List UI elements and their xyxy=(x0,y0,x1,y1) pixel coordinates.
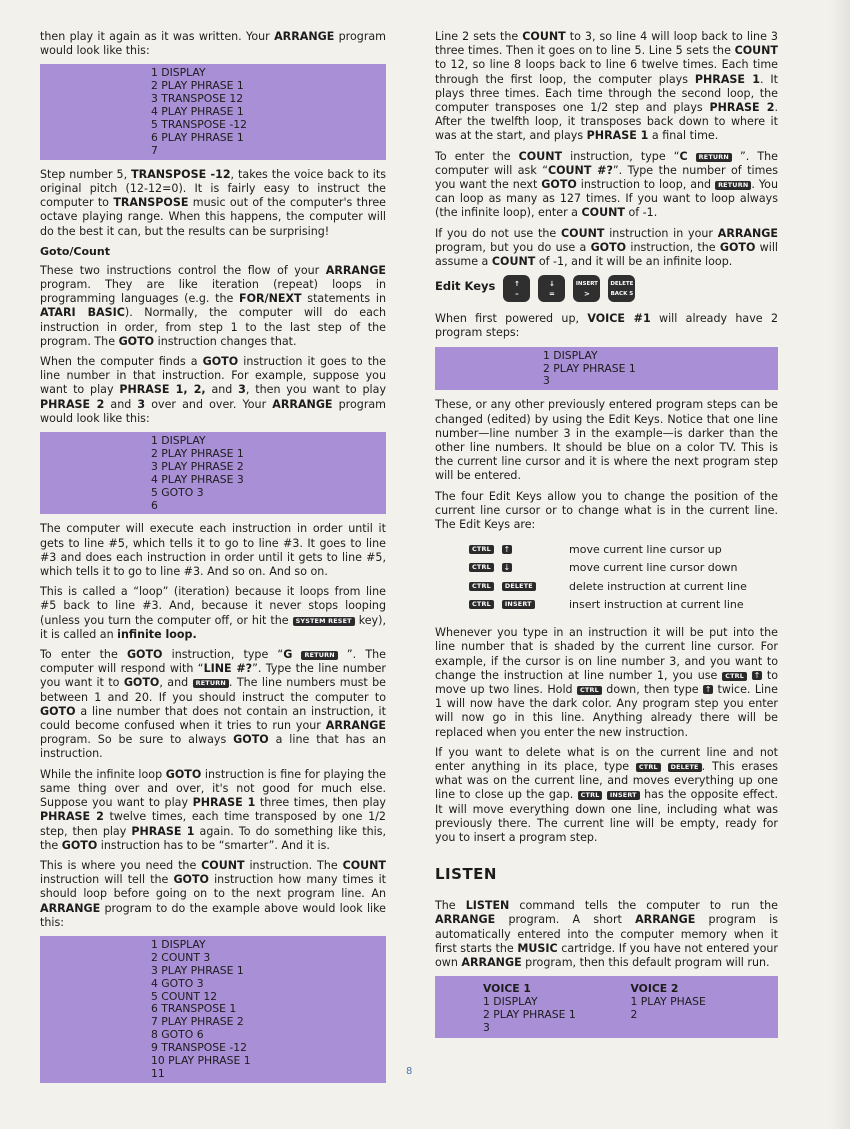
list-item: CTRL ↑ move current line cursor up xyxy=(469,540,778,559)
down-arrow-key-icon: ↓ xyxy=(503,563,511,573)
return-key-icon: RETURN xyxy=(715,181,751,190)
section-heading: Goto/Count xyxy=(40,244,110,258)
ctrl-key-icon: CTRL xyxy=(469,582,494,591)
right-column xyxy=(435,30,778,1038)
paragraph: These, or any other previously entered program steps can be changed (edited) by using the Edit Keys. Notice that one line number—line number 3 in the example—is darker than the other line numbers. It should be blue on a color TV. This is the current line cursor and it is where the next program step will be entered. xyxy=(435,398,778,483)
paragraph: These two instructions control the flow of your ARRANGE program. They are like iteration (repeat) loops in programming languages (e.g. the FOR/NEXT statements in ATARI BASIC). Normally, the computer will do each instruction in order, from step 1 to the last step of the program. The GOTO instruction changes that. xyxy=(40,263,387,348)
list-item: CTRL ↓ move current line cursor down xyxy=(469,559,778,578)
voice-1-column: VOICE 1 1 DISPLAY 2 PLAY PHRASE 1 3 xyxy=(483,982,576,1035)
insert-key-icon: INSERT xyxy=(502,600,535,609)
program-line: 2 PLAY PHRASE 1 xyxy=(151,79,244,93)
program-line: 1 DISPLAY xyxy=(151,434,206,447)
paragraph: When first powered up, VOICE #1 will already have 2 program steps: xyxy=(435,312,778,340)
ctrl-key-icon: CTRL xyxy=(636,763,661,772)
program-line: 7 xyxy=(151,143,158,157)
program-line: 9 TRANSPOSE -12 xyxy=(151,1041,248,1055)
program-line: 5 COUNT 12 xyxy=(151,989,218,1003)
program-listing xyxy=(40,64,386,159)
ctrl-key-icon: CTRL xyxy=(469,600,494,609)
edit-key-list xyxy=(469,540,778,614)
voice-2-column: VOICE 2 1 PLAY PHASE 2 xyxy=(630,982,706,1022)
paragraph: The LISTEN command tells the computer to run the ARRANGE program. A short ARRANGE program is automatically entered into the computer memory when it first starts the MUSIC cartridge. If you have not entered your own ARRANGE program, then this default program will run. xyxy=(435,899,778,970)
delete-key-icon: DELETE xyxy=(502,582,536,591)
edit-keys-figure xyxy=(435,275,778,302)
program-line: 2 PLAY PHRASE 1 xyxy=(543,361,636,375)
program-line: 6 PLAY PHRASE 1 xyxy=(151,130,244,144)
ctrl-key-icon: CTRL xyxy=(469,545,494,554)
insert-key-icon: INSERT xyxy=(607,791,640,800)
program-line: 2 COUNT 3 xyxy=(151,950,211,964)
paragraph: If you want to delete what is on the current line and not enter anything in its place, type CTRL DELETE . This erases what was on the current line, and moves everything up one line to close up the gap. CTRL INSERT has the opposite effect. It will move everything down one line, including what was previously there. The current line will be empty, ready for you to insert a program step. xyxy=(435,745,779,845)
return-key-icon: RETURN xyxy=(193,679,229,688)
program-line: 3 TRANSPOSE 12 xyxy=(151,92,244,106)
ctrl-key-icon: CTRL xyxy=(578,791,603,800)
program-line: 1 DISPLAY xyxy=(151,937,206,951)
delete-key-icon: DELETE BACK S xyxy=(608,275,635,302)
down-arrow-key-icon: ↓ = xyxy=(538,275,565,302)
program-line: 1 DISPLAY xyxy=(543,348,598,362)
ctrl-key-icon: CTRL xyxy=(722,672,747,681)
delete-key-icon: DELETE xyxy=(668,763,702,772)
program-line: 6 TRANSPOSE 1 xyxy=(151,1002,237,1016)
up-arrow-key-icon: ↑ xyxy=(704,685,712,695)
program-line: 3 xyxy=(543,374,550,388)
default-program-listing xyxy=(435,976,778,1038)
paragraph: While the infinite loop GOTO instruction is fine for playing the same thing over and over, it's not good for much else. Suppose you want to play PHRASE 1 three times, then play PHRASE 2 twelve times, each time transposed by one 1/2 step, then play PHRASE 1 again. To do something like this, the GOTO instruction has to be “smarter”. And it is. xyxy=(40,767,387,852)
system-reset-key-icon: SYSTEM RESET xyxy=(293,617,355,626)
program-line: 8 GOTO 6 xyxy=(151,1028,204,1042)
return-key-icon: RETURN xyxy=(696,153,732,162)
edit-keys-label: Edit Keys xyxy=(435,279,496,294)
left-column xyxy=(40,30,386,1091)
page-edge-shadow xyxy=(830,0,850,1129)
up-arrow-key-icon: ↑ – xyxy=(503,275,530,302)
paragraph: To enter the GOTO instruction, type “G RETURN ”. The computer will respond with “LINE #?”. Type the line number you want it to GOTO, and RETURN . The line numbers must be between 1 and 20. If you should instruct the computer to GOTO a line number that does not contain an instruction, it could become confused when it tries to run your ARRANGE program. So be sure to always GOTO a line that has an instruction. xyxy=(40,648,387,761)
ctrl-key-icon: CTRL xyxy=(469,563,494,572)
list-item: CTRL DELETE delete instruction at current line xyxy=(469,577,778,596)
paragraph: then play it again as it was written. Your ARRANGE program would look like this: xyxy=(40,30,386,58)
program-line: 4 GOTO 3 xyxy=(151,976,204,990)
program-line: 2 PLAY PHRASE 1 xyxy=(151,446,244,460)
program-line: 3 PLAY PHRASE 2 xyxy=(151,459,244,473)
program-line: 5 TRANSPOSE -12 xyxy=(151,118,248,132)
paragraph: When the computer finds a GOTO instruction it goes to the line number in that instruction. For example, suppose you want to play PHRASE 1, 2, and 3, then you want to play PHRASE 2 and 3 over and over. Your ARRANGE program would look like this: xyxy=(40,354,387,425)
return-key-icon: RETURN xyxy=(301,651,337,660)
program-line: 4 PLAY PHRASE 3 xyxy=(151,472,244,486)
paragraph: The computer will execute each instruction in order until it gets to line #5, which tells it to go to line #3. It goes to line #3 and does each instruction in order until it gets to line #5, which tells it to go to line #3. And so on. And so on. xyxy=(40,522,386,579)
program-listing xyxy=(40,432,386,514)
listen-heading: LISTEN xyxy=(435,865,497,884)
insert-key-icon: INSERT > xyxy=(573,275,600,302)
paragraph: To enter the COUNT instruction, type “C RETURN ”. The computer will ask “COUNT #?”. Type the number of times you want the next GOTO instruction to loop, and RETURN . You can loop as many as 127 times. If you want to loop always (the infinite loop), enter a COUNT of -1. xyxy=(435,149,778,220)
paragraph: This is where you need the COUNT instruction. The COUNT instruction will tell the GOTO instruction how many times it should loop before going on to the next program line. An ARRANGE program to do the example above would look like this: xyxy=(40,858,387,929)
program-line: 10 PLAY PHRASE 1 xyxy=(151,1054,251,1068)
paragraph: If you do not use the COUNT instruction in your ARRANGE program, but you do use a GOTO instruction, the GOTO will assume a COUNT of -1, and it will be an infinite loop. xyxy=(435,226,778,269)
program-line: 3 PLAY PHRASE 1 xyxy=(151,963,244,977)
program-line: 1 DISPLAY xyxy=(151,66,206,80)
program-line: 5 GOTO 3 xyxy=(151,485,204,499)
paragraph: The four Edit Keys allow you to change the position of the current line cursor or to change what is in the current line. The Edit Keys are: xyxy=(435,489,778,531)
up-arrow-key-icon: ↑ xyxy=(753,670,761,680)
program-listing xyxy=(435,347,778,391)
page-number: 8 xyxy=(406,1066,413,1077)
paragraph: Step number 5, TRANSPOSE -12, takes the voice back to its original pitch (12-12=0). It is fairly easy to instruct the computer to TRANSPOSE music out of the computer's three octave playing range. When this happens, the computer will do the best it can, but the results can be surprising! xyxy=(40,167,386,238)
paragraph: This is called a “loop” (iteration) because it loops from line #5 back to line #3. And, because it never stops looping (unless you turn the computer off, or hit the SYSTEM RESET key), it is called an infinite loop. xyxy=(40,585,386,641)
up-arrow-key-icon: ↑ xyxy=(503,544,511,554)
program-line: 7 PLAY PHRASE 2 xyxy=(151,1015,244,1029)
program-line: 6 xyxy=(151,498,158,512)
program-line: 11 xyxy=(151,1066,165,1080)
list-item: CTRL INSERT insert instruction at current line xyxy=(469,596,778,615)
ctrl-key-icon: CTRL xyxy=(577,686,602,695)
program-line: 4 PLAY PHRASE 1 xyxy=(151,105,244,119)
paragraph: Whenever you type in an instruction it will be put into the line number that is shaded by the current line cursor. For example, if the cursor is on line number 3, and you want to change the instruction at line number 1, you use CTRL ↑ to move up two lines. Hold CTRL down, then type ↑ twice. Line 1 will now have the dark color. Any program step you enter will now go in this line. Anything already there will be replaced when you enter the new instruction. xyxy=(435,626,778,739)
program-listing xyxy=(40,936,386,1083)
paragraph: Line 2 sets the COUNT to 3, so line 4 will loop back to line 3 three times. Then it goes on to line 5. Line 5 sets the COUNT to 12, so line 8 loops back to line 6 twelve times. Each time through the first loop, the computer plays PHRASE 1. It plays three times. Each time through the second loop, the computer transposes one 1/2 step and plays PHRASE 2. After the twelfth loop, it transposes back down to where it was at the start, and plays PHRASE 1 a final time. xyxy=(435,30,778,143)
